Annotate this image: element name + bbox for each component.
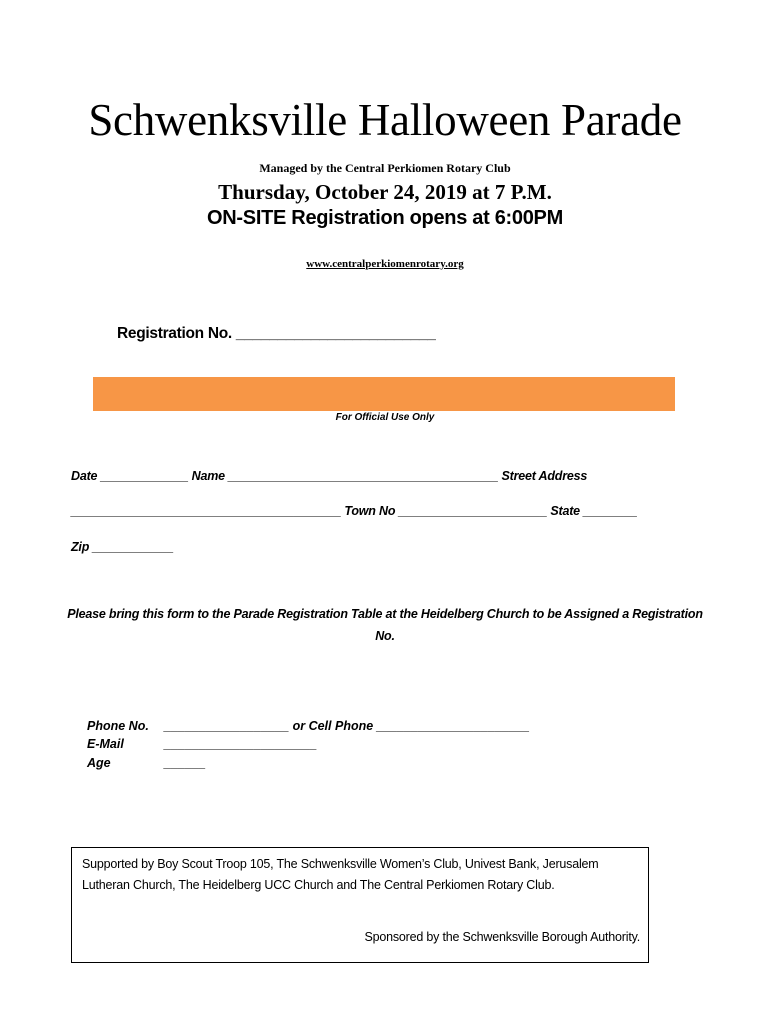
age-field[interactable]: ______ (164, 756, 206, 770)
date-name-address-row[interactable]: Date _____________ Name ________________________________________ Street Address (71, 469, 588, 483)
page-title: Schwenksville Halloween Parade (88, 95, 682, 145)
sponsor-text: Sponsored by the Schwenksville Borough Authority. (364, 930, 640, 944)
website-link[interactable]: www.centralperkiomenrotary.org (306, 258, 464, 270)
event-date: Thursday, October 24, 2019 at 7 P.M. (218, 180, 552, 204)
address-town-state-row[interactable]: ________________________________________ Town No ______________________ State ________ (71, 504, 638, 518)
managed-by-text: Managed by the Central Perkiomen Rotary Club (259, 161, 511, 175)
zip-row[interactable]: Zip ____________ (71, 540, 174, 554)
official-use-bar (93, 377, 675, 411)
registration-number-field[interactable]: Registration No. ________________________ (117, 325, 436, 342)
supporters-text: Supported by Boy Scout Troop 105, The Schwenksville Women’s Club, Univest Bank, Jerusalem Lutheran Church, The Heidelberg UCC Church and The Central Perkiomen Rotary Club. (82, 857, 599, 892)
email-label: E-Mail (87, 737, 124, 751)
age-label: Age (87, 756, 111, 770)
phone-field[interactable]: __________________ or Cell Phone ______________________ (164, 719, 530, 733)
official-use-label: For Official Use Only (335, 412, 435, 423)
email-field[interactable]: ______________________ (164, 737, 317, 751)
onsite-registration-text: ON-SITE Registration opens at 6:00PM (207, 207, 563, 229)
phone-label: Phone No. (87, 719, 149, 733)
instructions-text: Please bring this form to the Parade Registration Table at the Heidelberg Church to be Assigned a Registration No. (67, 607, 703, 643)
supporters-box (71, 847, 649, 963)
